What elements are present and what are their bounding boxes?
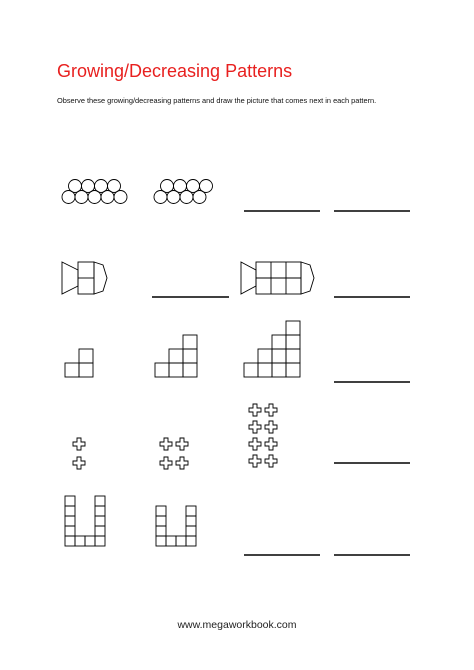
plus-pattern-step-1 <box>73 438 85 469</box>
plus-pattern-step-3 <box>249 404 277 467</box>
footer-url: www.megaworkbook.com <box>177 619 297 631</box>
staircase-pattern-step-3 <box>244 321 300 377</box>
circles-pattern-step-2 <box>154 180 213 204</box>
worksheet-title: Growing/Decreasing Patterns <box>57 61 293 81</box>
staircase-pattern-step-2 <box>155 335 197 377</box>
circles-pattern-step-1 <box>62 180 127 204</box>
rocket-pattern-step-1 <box>62 262 107 294</box>
rocket-pattern-step-3 <box>241 262 314 294</box>
worksheet-instructions: Observe these growing/decreasing patterns and draw the picture that comes next in each pattern. <box>57 96 377 105</box>
u-shape-pattern-step-2 <box>156 506 196 546</box>
plus-pattern-step-2 <box>160 438 188 469</box>
u-shape-pattern-step-1 <box>65 496 105 546</box>
staircase-pattern-step-1 <box>65 349 93 377</box>
